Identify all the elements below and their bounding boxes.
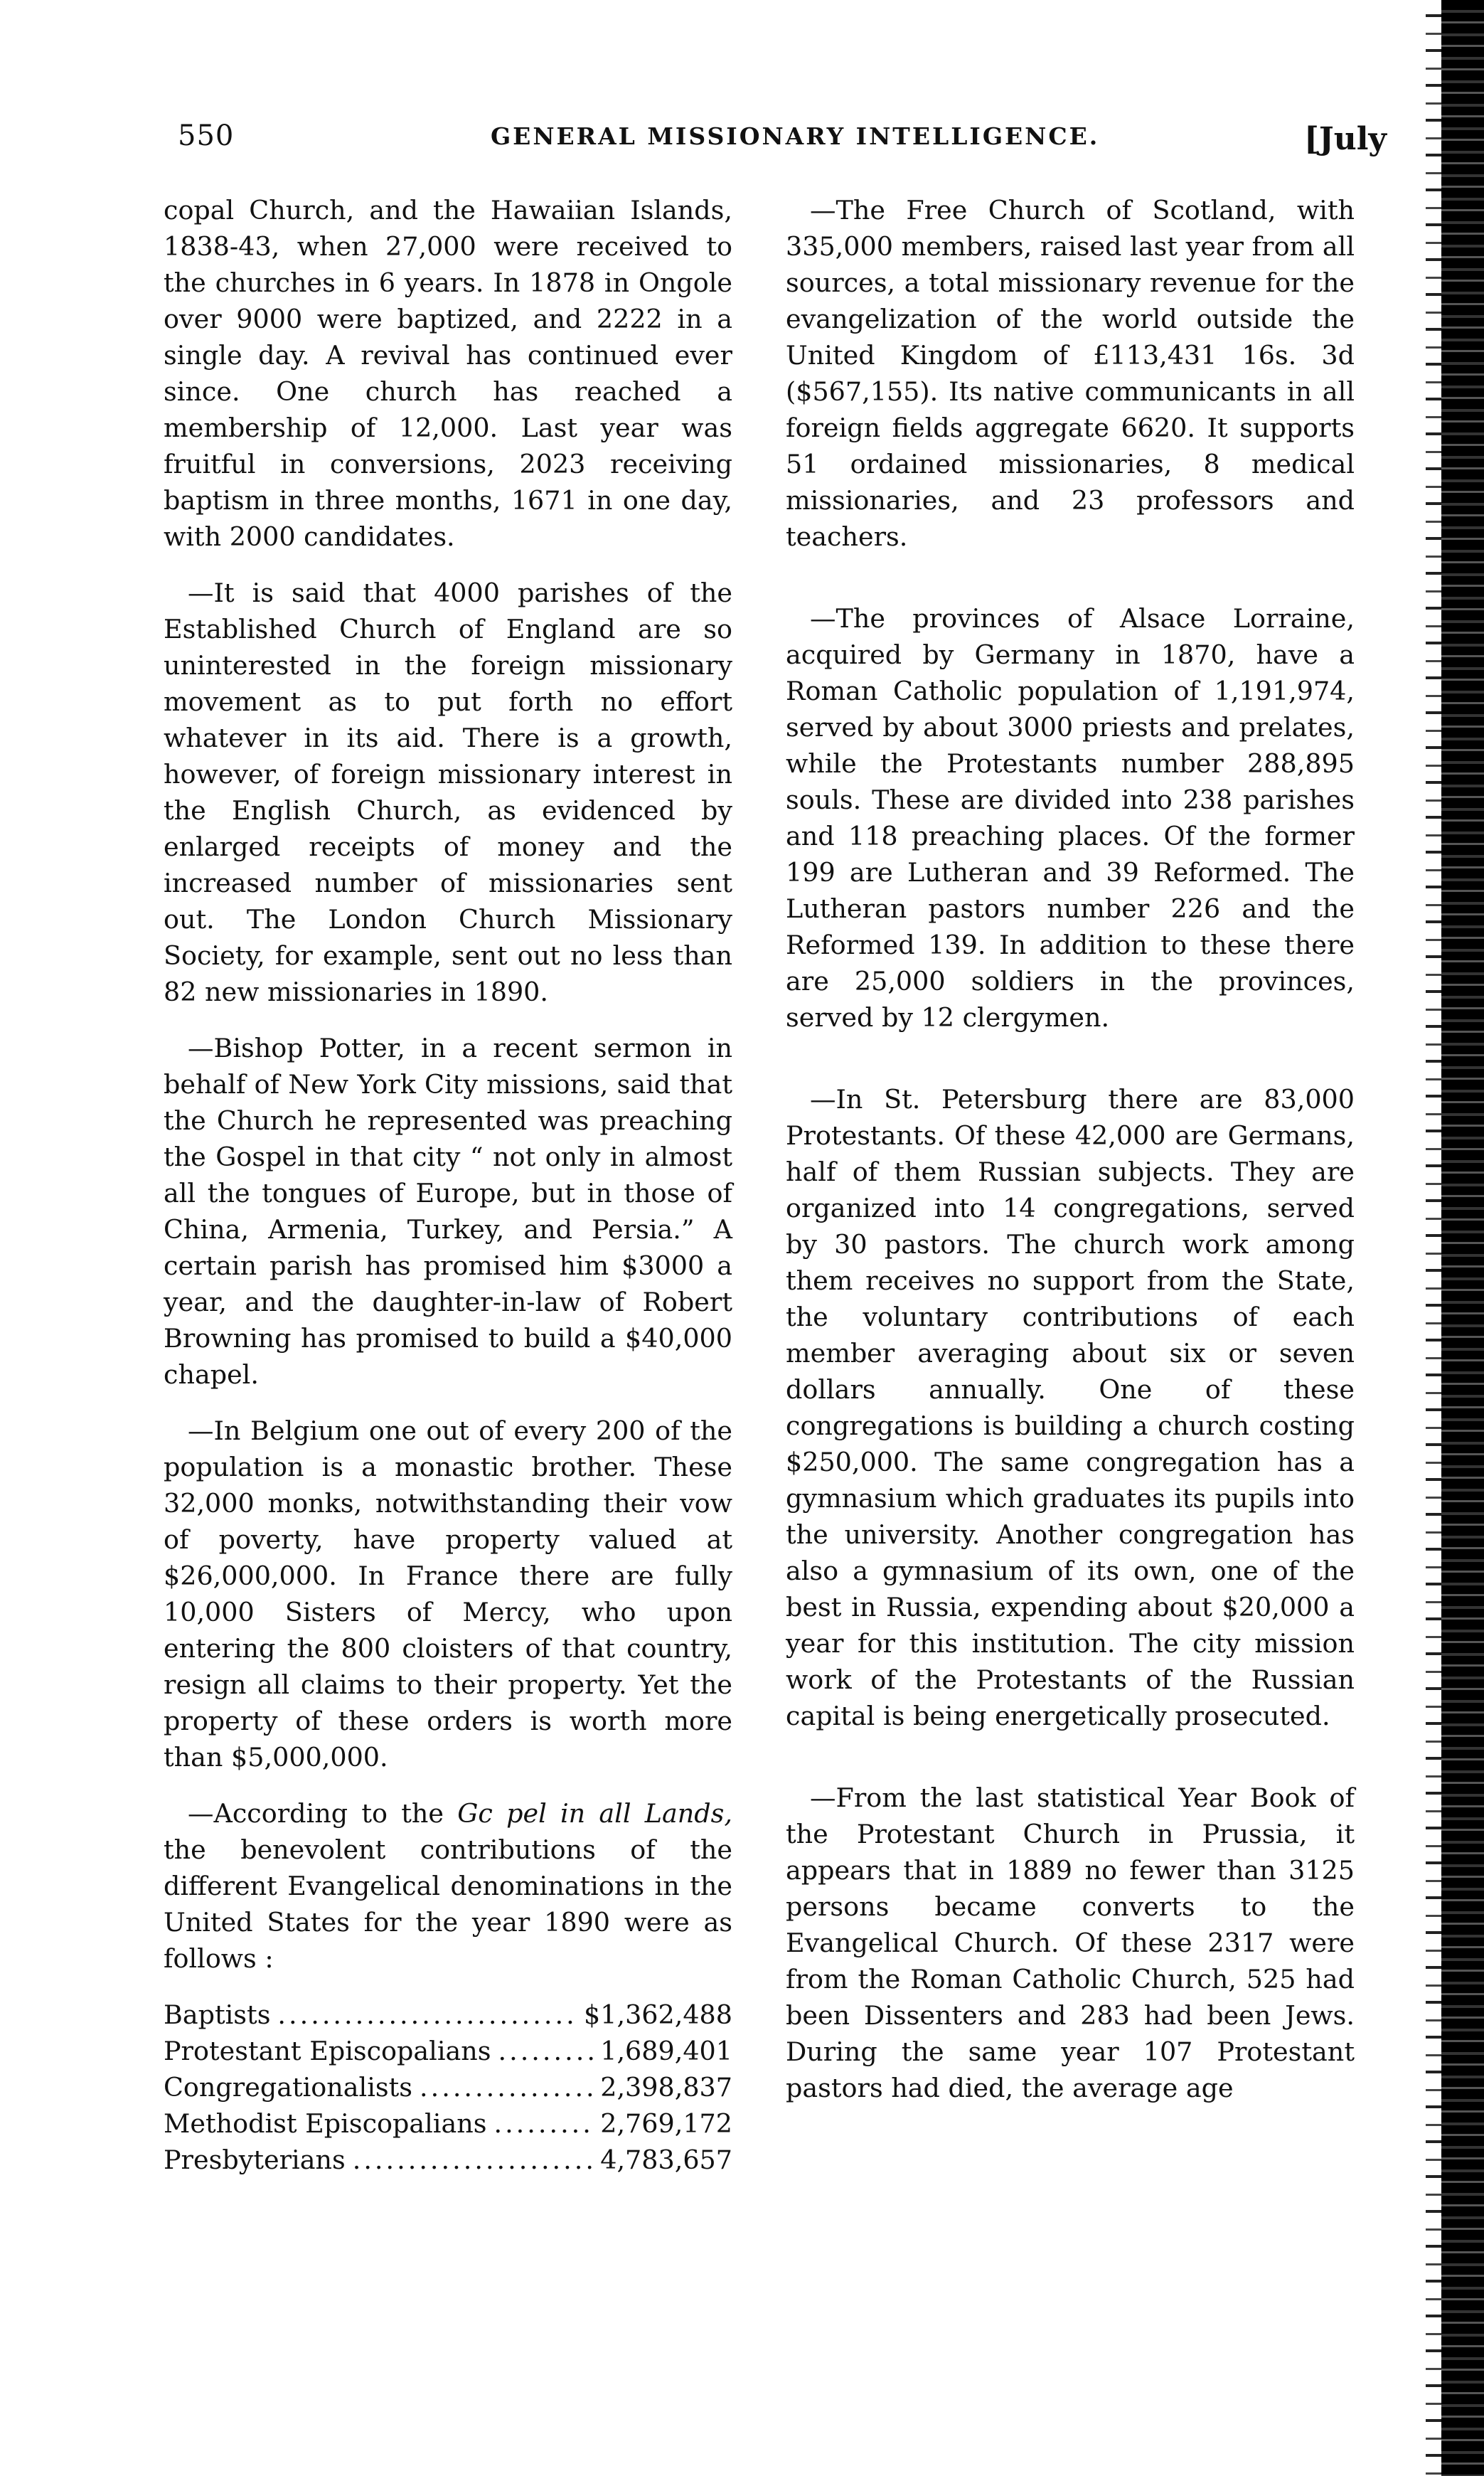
- left-column: [164, 192, 732, 2178]
- denomination-row: [164, 1997, 732, 2033]
- dot-leader: [420, 2069, 593, 2105]
- denomination-row: [164, 2033, 732, 2069]
- denomination-row: [164, 2069, 732, 2105]
- gospel-title: Gc pel in all Lands,: [457, 1798, 732, 1829]
- denominations-table: [164, 1997, 732, 2178]
- paragraph-st-petersburg: —In St. Petersburg there are 83,000 Protestants. Of these 42,000 are Germans, half of them Russian subjects. They are organized into 14 congregations, served by 30 pastors. The church work among them receives no support from the State, the voluntary contributions of each member averaging about six or seven dollars annually. One of these congregations is building a church costing $250,000. The same congregation has a gymnasium which graduates its pupils into the university. Another congregation has also a gymnasium of its own, one of the best in Russia, expending about $20,000 a year for this institution. The city mission work of the Protestants of the Russian capital is being energetically prosecuted.: [786, 1084, 1355, 1731]
- paragraph-belgium: —In Belgium one out of every 200 of the population is a monastic brother. These 32,000 monks, notwithstanding their vow of poverty, have property valued at $26,000,000. In France there are fully 10,000 Sisters of Mercy, who upon entering the 800 cloisters of that country, resign all claims to their property. Yet the property of these orders is worth more than $5,000,000.: [164, 1415, 732, 1773]
- denomination-amount: 1,689,401: [600, 2036, 732, 2066]
- denomination-name: Protestant Episcopalians: [164, 2036, 491, 2066]
- denomination-row: [164, 2105, 732, 2142]
- denomination-amount: 2,769,172: [600, 2108, 732, 2139]
- scan-edge: [1441, 0, 1484, 2476]
- paragraph-bishop-potter: —Bishop Potter, in a recent sermon in behalf of New York City missions, said that the Church he represented was preaching the Gospel in that city “ not only in almost all the tongues of Europe, but in those of China, Armenia, Turkey, and Persia.” A certain parish has promised him $3000 a year, and the daughter-in-law of Robert Browning has promised to build a $40,000 chapel.: [164, 1033, 732, 1390]
- dot-leader: [498, 2033, 594, 2069]
- paragraph-alsace-lorraine: —The provinces of Alsace Lorraine, acquired by Germany in 1870, have a Roman Catholic population of 1,191,974, served by about 3000 priests and prelates, while the Protestants number 288,895 souls. These are divided into 238 parishes and 118 preaching places. Of the former 199 are Lutheran and 39 Reformed. The Lutheran pastors number 226 and the Reformed 139. In addition to these there are 25,000 soldiers in the provinces, served by 12 clergymen.: [786, 603, 1355, 1033]
- denomination-name: Methodist Episcopalians: [164, 2108, 487, 2139]
- paragraph-prussia-year-book: —From the last statistical Year Book of the Protestant Church in Prussia, it appears that in 1889 no fewer than 3125 persons became converts to the Evangelical Church. Of these 2317 were from the Roman Catholic Church, 525 had been Dissenters and 283 had been Jews. During the same year 107 Protestant pastors had died, the average age: [786, 1782, 1355, 2103]
- running-head: GENERAL MISSIONARY INTELLIGENCE.: [491, 122, 1100, 150]
- gospel-prefix: —According to the: [188, 1798, 458, 1829]
- paragraph-hawaii: copal Church, and the Hawaiian Islands, 1838-43, when 27,000 were received to the churches in 6 years. In 1878 in Ongole over 9000 were baptized, and 2222 in a single day. A revival has continued ever since. One church has reached a membership of 12,000. Last year was fruitful in conversions, 2023 receiving baptism in three months, 1671 in one day, with 2000 candidates.: [164, 195, 732, 552]
- page-header: [178, 119, 1387, 169]
- page-number: 550: [178, 119, 235, 152]
- denomination-row: [164, 2142, 732, 2178]
- right-column: [786, 192, 1355, 2126]
- denomination-amount: $1,362,488: [584, 1999, 732, 2030]
- month-label: [July: [1304, 121, 1387, 157]
- dot-leader: [277, 1997, 577, 2033]
- paragraph-gospel-in-all-lands: [164, 1795, 732, 1977]
- denomination-amount: 4,783,657: [600, 2145, 732, 2175]
- dot-leader: [493, 2105, 593, 2142]
- paragraph-church-of-england: —It is said that 4000 parishes of the Established Church of England are so uninterested in the foreign missionary movement as to put forth no effort whatever in its aid. There is a growth, however, of foreign missionary interest in the English Church, as evidenced by enlarged receipts of money and the increased number of missionaries sent out. The London Church Missionary Society, for example, sent out no less than 82 new missionaries in 1890.: [164, 578, 732, 1007]
- denomination-name: Congregationalists: [164, 2072, 413, 2103]
- denomination-name: Presbyterians: [164, 2145, 346, 2175]
- gospel-suffix: the benevolent contributions of the different Evangelical denominations in the United States for the year 1890 were as follows :: [164, 1834, 732, 1974]
- scan-edge-shadow: [1426, 0, 1441, 2476]
- paragraph-free-church-scotland: —The Free Church of Scotland, with 335,000 members, raised last year from all sources, a total missionary revenue for the evangelization of the world outside the United Kingdom of £113,431 16s. 3d ($567,155). Its native communicants in all foreign fields aggregate 6620. It supports 51 ordained missionaries, 8 medical missionaries, and 23 professors and teachers.: [786, 195, 1355, 552]
- denomination-amount: 2,398,837: [600, 2072, 732, 2103]
- dot-leader: [353, 2142, 594, 2178]
- denomination-name: Baptists: [164, 1999, 271, 2030]
